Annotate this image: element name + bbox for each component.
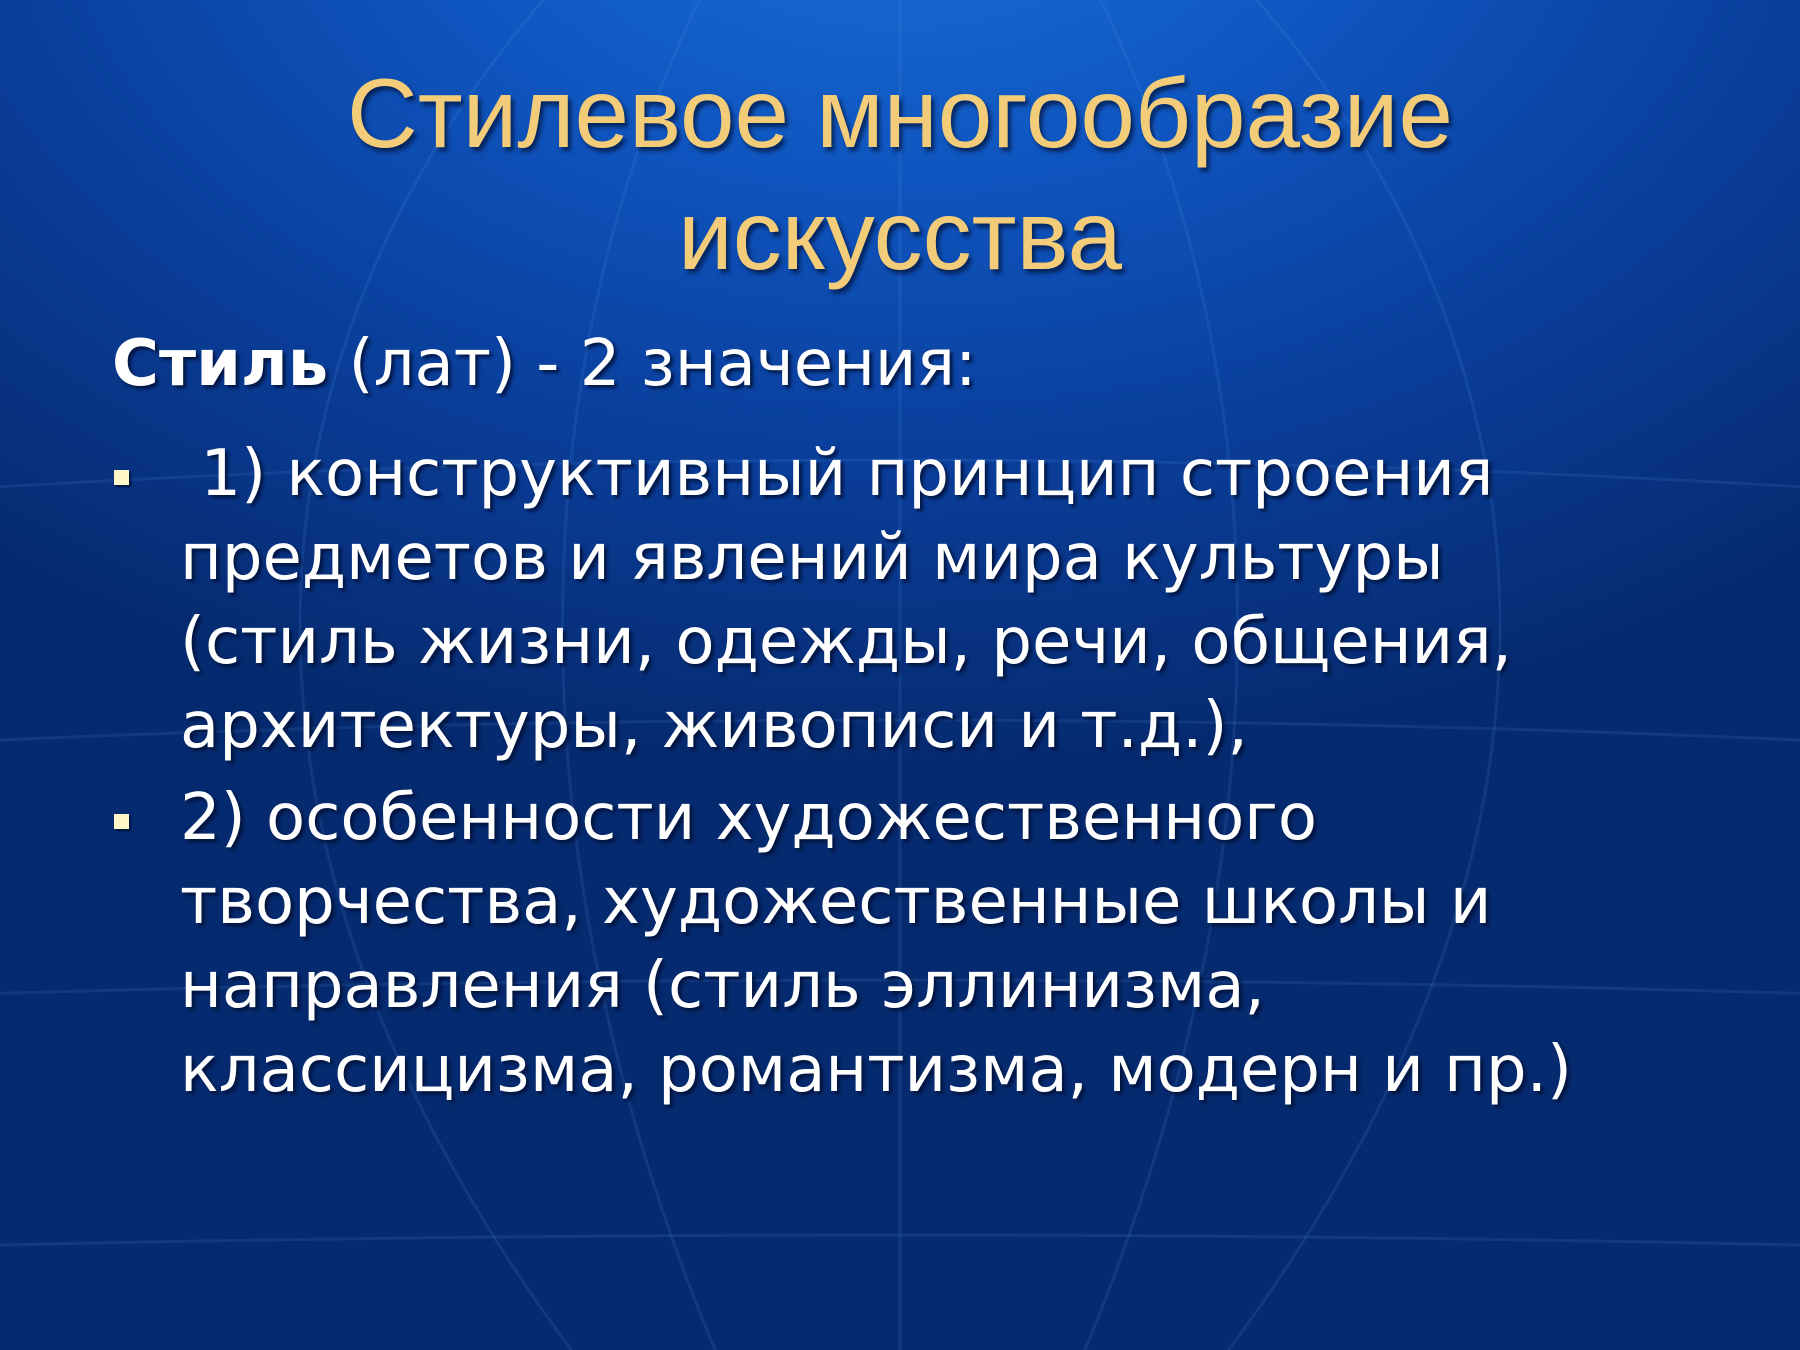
list-item-line: (стиль жизни, одежды, речи, общения, — [180, 605, 1512, 679]
title-line-2: искусства — [678, 180, 1122, 290]
list-item-text — [180, 776, 1752, 1112]
definition-list — [112, 432, 1752, 1120]
list-item-meaning-2 — [112, 776, 1752, 1112]
intro-term: Стиль — [112, 327, 329, 401]
square-bullet-icon — [114, 470, 129, 485]
slide-title — [0, 52, 1800, 296]
list-item-meaning-1 — [112, 432, 1752, 768]
list-item-line: архитектуры, живописи и т.д.), — [180, 689, 1248, 763]
list-item-line: классицизма, романтизма, модерн и пр.) — [180, 1033, 1572, 1107]
square-bullet-icon — [114, 814, 129, 829]
list-item-line: творчества, художественные школы и — [180, 865, 1492, 939]
title-line-1: Стилевое многообразие — [346, 58, 1454, 168]
list-item-text — [180, 432, 1752, 768]
intro-line — [112, 322, 977, 406]
intro-rest: (лат) - 2 значения: — [328, 327, 977, 401]
list-item-line: направления (стиль эллинизма, — [180, 949, 1265, 1023]
list-item-line: предметов и явлений мира культуры — [180, 521, 1444, 595]
list-item-line: 1) конструктивный принцип строения — [180, 437, 1494, 511]
list-item-line: 2) особенности художественного — [180, 781, 1317, 855]
